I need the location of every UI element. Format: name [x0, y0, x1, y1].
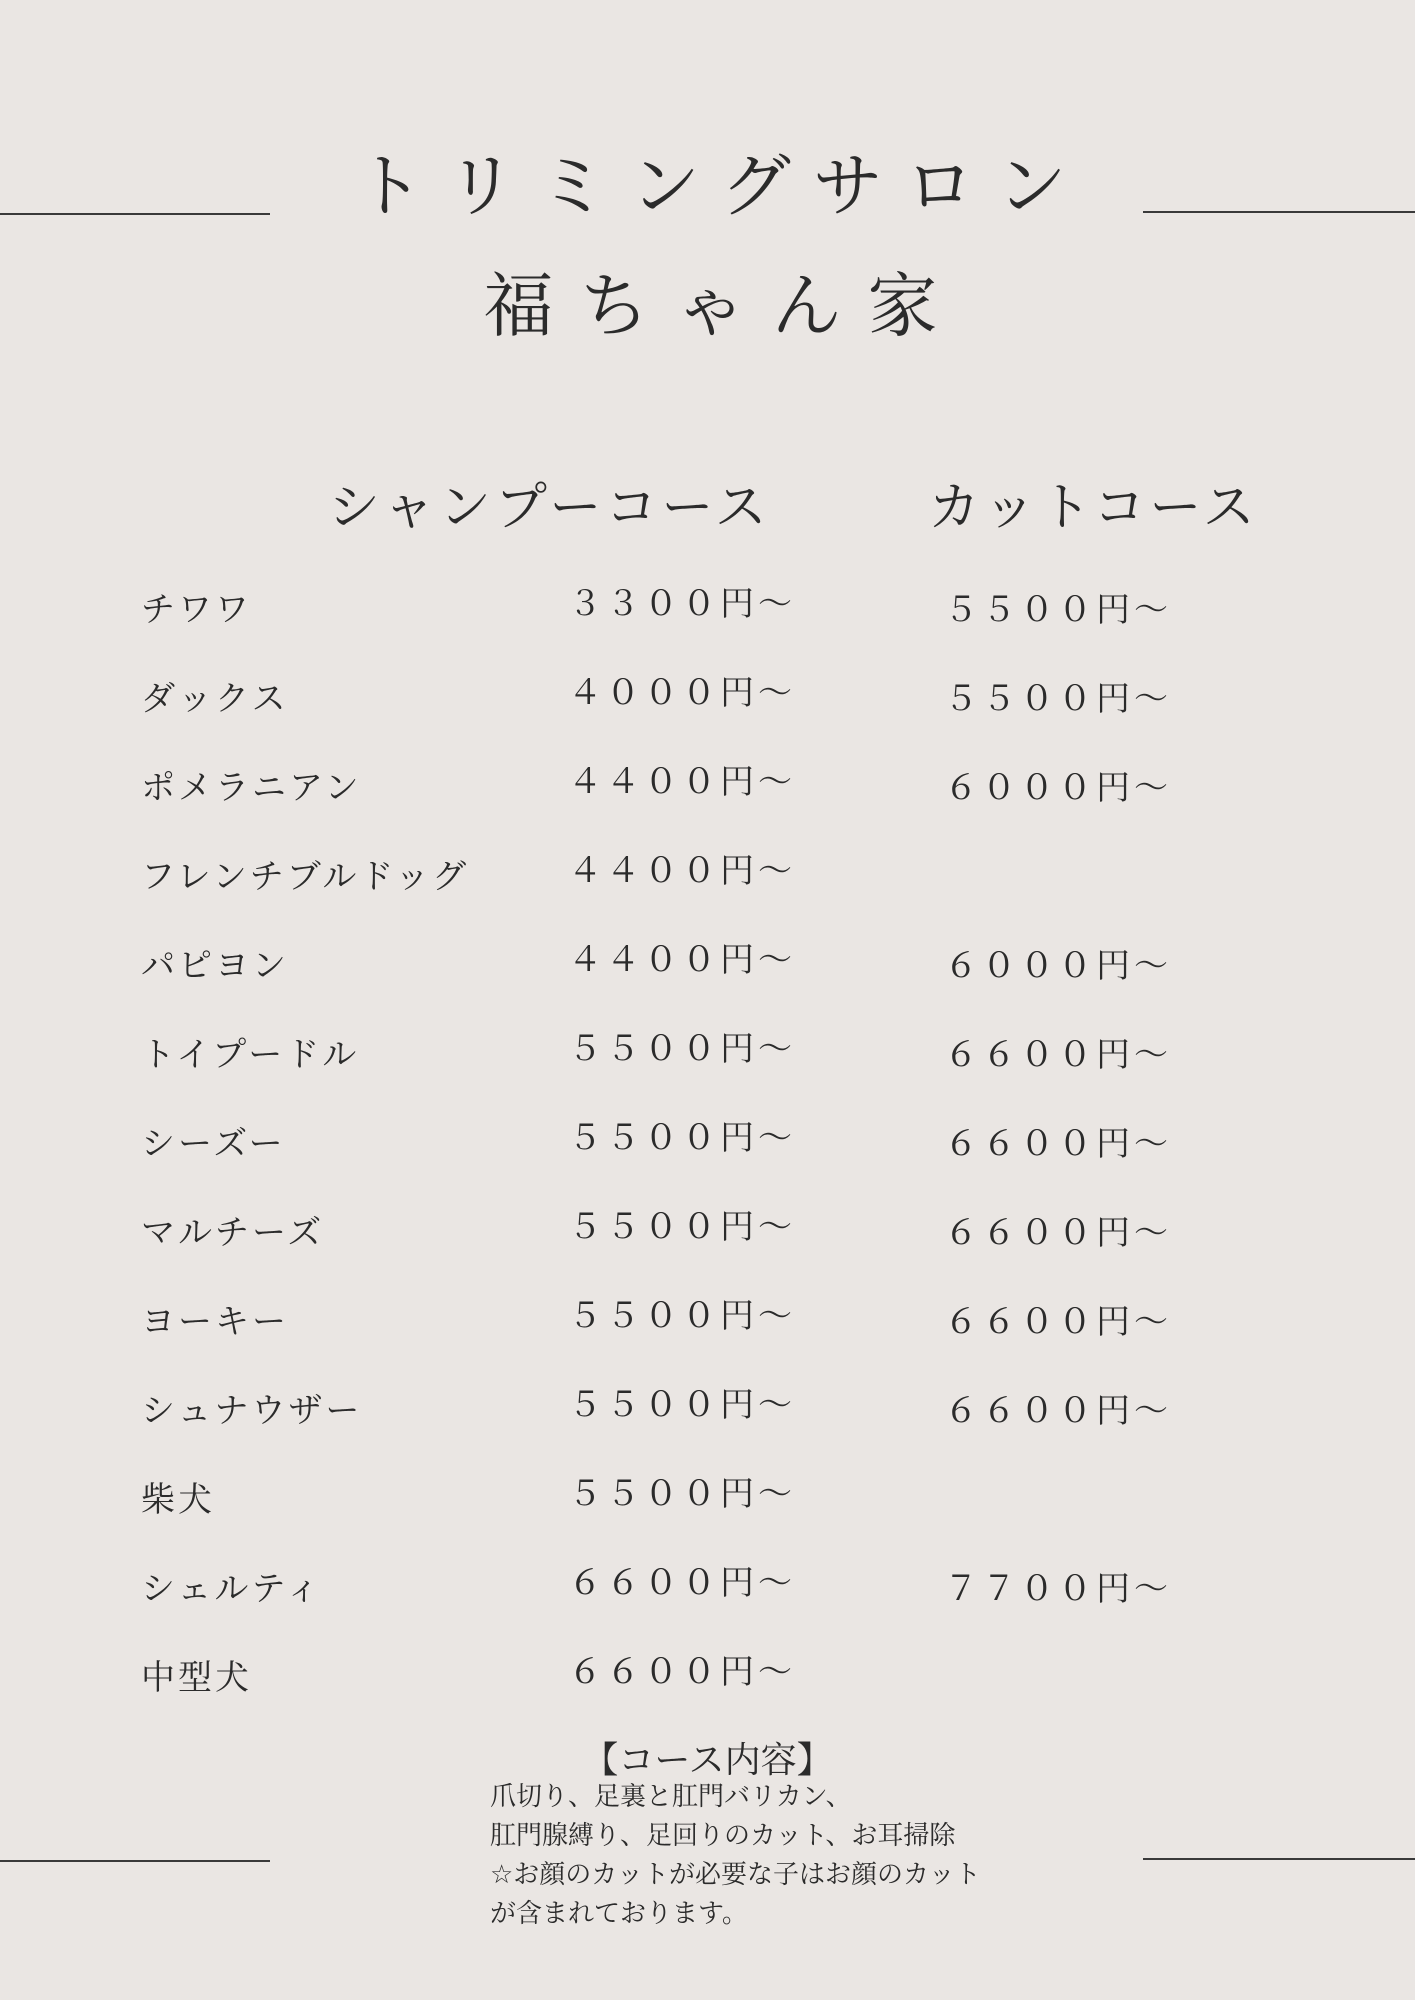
decorative-rule-bottom-left	[0, 1860, 270, 1862]
shampoo-price: ３３００円～	[568, 584, 796, 624]
shampoo-price: ６６００円～	[568, 1563, 796, 1603]
breed-name: チワワ	[141, 590, 252, 630]
breed-name: フレンチブルドッグ	[141, 857, 470, 897]
cut-price: ６６００円～	[944, 1302, 1172, 1342]
price-row	[0, 568, 1415, 628]
price-row	[0, 835, 1415, 895]
shampoo-price: ４４００円～	[568, 940, 796, 980]
breed-name: ダックス	[141, 679, 289, 719]
shampoo-price: ５５００円～	[568, 1029, 796, 1069]
course-contents-notes	[490, 1778, 981, 1934]
price-row	[0, 657, 1415, 717]
decorative-rule-bottom-right	[1143, 1858, 1415, 1860]
cut-price: ６６００円～	[944, 1391, 1172, 1431]
price-row	[0, 924, 1415, 984]
course-note-line: 爪切り、足裏と肛門バリカン、	[490, 1782, 852, 1812]
cut-price: ６６００円～	[944, 1124, 1172, 1164]
breed-name: 柴犬	[141, 1480, 215, 1520]
cut-price: ６６００円～	[944, 1035, 1172, 1075]
price-row	[0, 1102, 1415, 1162]
shampoo-price: ５５００円～	[568, 1118, 796, 1158]
course-note-line: ☆お顔のカットが必要な子はお顔のカット	[490, 1860, 981, 1890]
breed-name: シーズー	[141, 1124, 286, 1164]
breed-name: シュナウザー	[141, 1391, 363, 1431]
cut-price: ５５００円～	[944, 590, 1172, 630]
salon-name: 福ちゃん家	[483, 265, 964, 347]
cut-price: ６６００円～	[944, 1213, 1172, 1253]
cut-price: ６０００円～	[944, 946, 1172, 986]
course-note-line: が含まれております。	[490, 1899, 748, 1929]
cut-price: ７７００円～	[944, 1569, 1172, 1609]
cut-price: ６０００円～	[944, 768, 1172, 808]
shampoo-price: ４４００円～	[568, 762, 796, 802]
shampoo-price: ６６００円～	[568, 1652, 796, 1692]
price-row	[0, 1547, 1415, 1607]
breed-name: 中型犬	[141, 1658, 252, 1698]
salon-title: トリミングサロン	[354, 145, 1089, 227]
price-row	[0, 1191, 1415, 1251]
price-row	[0, 1636, 1415, 1696]
shampoo-price: ４０００円～	[568, 673, 796, 713]
shampoo-course-heading: シャンプーコース	[328, 478, 771, 538]
price-row	[0, 1369, 1415, 1429]
price-row	[0, 1280, 1415, 1340]
breed-name: シェルティ	[141, 1569, 323, 1609]
course-note-line: 肛門腺縛り、足回りのカット、お耳掃除	[490, 1821, 956, 1851]
breed-name: トイプードル	[141, 1035, 360, 1075]
shampoo-price: ５５００円～	[568, 1296, 796, 1336]
breed-name: ポメラニアン	[141, 768, 362, 808]
shampoo-price: ５５００円～	[568, 1207, 796, 1247]
price-row	[0, 1458, 1415, 1518]
breed-name: パピヨン	[141, 946, 289, 986]
breed-name: ヨーキー	[141, 1302, 289, 1342]
price-row	[0, 746, 1415, 806]
cut-course-heading: カットコース	[928, 478, 1259, 538]
shampoo-price: ４４００円～	[568, 851, 796, 891]
cut-price: ５５００円～	[944, 679, 1172, 719]
breed-name: マルチーズ	[141, 1213, 325, 1253]
shampoo-price: ５５００円～	[568, 1474, 796, 1514]
shampoo-price: ５５００円～	[568, 1385, 796, 1425]
course-contents-heading: 【コース内容】	[582, 1740, 833, 1781]
price-row	[0, 1013, 1415, 1073]
